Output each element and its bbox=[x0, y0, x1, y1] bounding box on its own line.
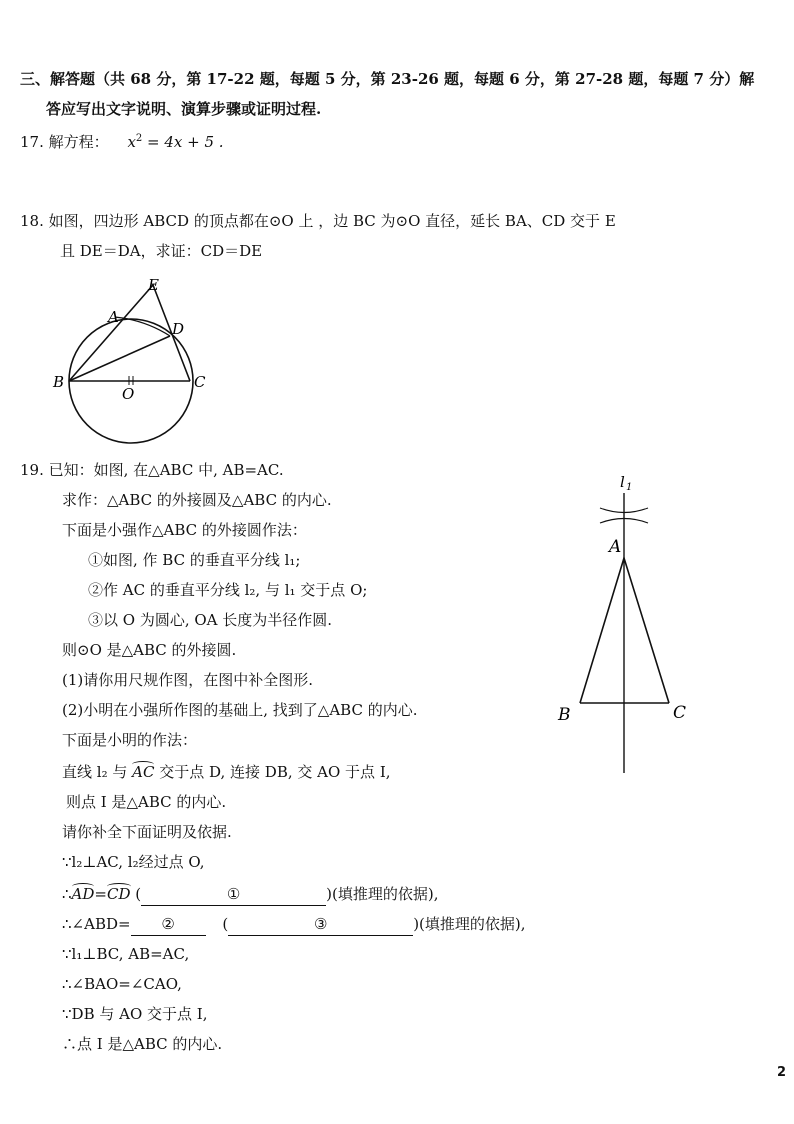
q19-step2: ②作 AC 的垂直平分线 l₂, 与 l₁ 交于点 O; bbox=[88, 581, 368, 599]
q18-label-c: C bbox=[194, 373, 206, 391]
q19-line8: 请你补全下面证明及依据. bbox=[62, 823, 232, 841]
q19-arc-ad: AD bbox=[71, 885, 95, 903]
q19-proof2-eq: = bbox=[94, 885, 107, 903]
q18-label-b: B bbox=[53, 373, 65, 391]
q19-step3: ③以 O 为圆心, OA 长度为半径作圆. bbox=[88, 611, 333, 629]
q19-proof5: ∴∠BAO=∠CAO, bbox=[62, 975, 182, 993]
q17-eq-right: = 4x + 5 . bbox=[142, 133, 224, 151]
q19-line2: 求作：△ABC 的外接圆及△ABC 的内心. bbox=[62, 491, 332, 509]
q19-label-a: A bbox=[609, 537, 622, 557]
q19-line1 bbox=[20, 459, 284, 481]
blank-1[interactable]: ① bbox=[141, 883, 326, 906]
q19-label-l1: l bbox=[620, 473, 625, 491]
q19-figure bbox=[545, 465, 725, 785]
q19-number: 19. bbox=[20, 461, 44, 479]
q19-proof2-close: )(填推理的依据), bbox=[326, 885, 439, 903]
blank-2[interactable]: ② bbox=[131, 913, 206, 936]
q18-label-o: O bbox=[122, 385, 135, 403]
q19-line4: 则⊙O 是△ABC 的外接圆. bbox=[62, 641, 237, 659]
q19-proof4: ∵l₁⊥BC, AB=AC, bbox=[62, 945, 190, 963]
q19-proof1: ∵l₂⊥AC, l₂经过点 O, bbox=[62, 853, 205, 871]
q17-eq-left: x bbox=[127, 133, 136, 151]
blank-3[interactable]: ③ bbox=[228, 913, 413, 936]
q19-proof3-close: )(填推理的依据), bbox=[413, 915, 526, 933]
q19-line6 bbox=[62, 761, 391, 783]
q19-arc-cd: CD bbox=[106, 885, 131, 903]
q18-label-e: E bbox=[148, 276, 159, 294]
section-header-line1: 三、解答题（共 68 分，第 17-22 题，每题 5 分，第 23-26 题，每题 6 分，第 27-28 题，每题 7 分）解 bbox=[20, 70, 755, 88]
q19-label-c: C bbox=[673, 703, 687, 723]
q18-diagonal-bd bbox=[69, 336, 170, 381]
q19-text1: 已知：如图, 在△ABC 中, AB=AC. bbox=[48, 461, 284, 479]
q19-line6-b: 交于点 D, 连接 DB, 交 AO 于点 I, bbox=[159, 763, 391, 781]
q17-eq-sup: 2 bbox=[135, 133, 143, 144]
q19-label-l1-sub: 1 bbox=[626, 482, 633, 493]
q19-proof2-open: ( bbox=[135, 885, 142, 903]
q18-line2: 且 DE＝DA，求证：CD＝DE bbox=[60, 242, 263, 260]
q19-part1: (1)请你用尺规作图，在图中补全图形. bbox=[62, 671, 314, 689]
q18-text1: 如图，四边形 ABCD 的顶点都在⊙O 上 ，边 BC 为⊙O 直径，延长 BA、CD 交于 E bbox=[48, 212, 616, 230]
q18-label-a: A bbox=[108, 308, 119, 326]
q19-proof6: ∵DB 与 AO 交于点 I, bbox=[62, 1005, 208, 1023]
q19-proof2-prefix: ∴ bbox=[62, 885, 72, 903]
q18-number: 18. bbox=[20, 212, 44, 230]
page-number: 2 bbox=[776, 1065, 786, 1080]
q19-arc-ac: AC bbox=[132, 763, 155, 781]
q19-line7: 则点 I 是△ABC 的内心. bbox=[66, 793, 227, 811]
q18-figure bbox=[40, 272, 250, 452]
q19-line3: 下面是小强作△ABC 的外接圆作法： bbox=[62, 521, 307, 539]
q19-proof3-open: ( bbox=[222, 915, 229, 933]
q19-step1: ①如图, 作 BC 的垂直平分线 l₁; bbox=[88, 551, 301, 569]
q17 bbox=[20, 131, 224, 153]
section-header-line2: 答应写出文字说明、演算步骤或证明过程. bbox=[46, 100, 322, 118]
q17-text: 解方程： bbox=[48, 133, 109, 151]
q19-proof3-prefix: ∴∠ABD= bbox=[62, 915, 131, 933]
q19-proof2 bbox=[62, 883, 438, 906]
q19-label-b: B bbox=[558, 705, 571, 725]
q19-part2: (2)小明在小强所作图的基础上, 找到了△ABC 的内心. bbox=[62, 701, 418, 719]
q19-line6-a: 直线 l₂ 与 bbox=[62, 763, 128, 781]
q19-line5: 下面是小明的作法： bbox=[62, 731, 198, 749]
q19-proof3 bbox=[62, 913, 526, 936]
q18-label-d: D bbox=[172, 320, 185, 338]
q18-line1 bbox=[20, 210, 616, 232]
q17-number: 17. bbox=[20, 133, 44, 151]
q19-proof7: ∴点 I 是△ABC 的内心. bbox=[62, 1035, 223, 1053]
